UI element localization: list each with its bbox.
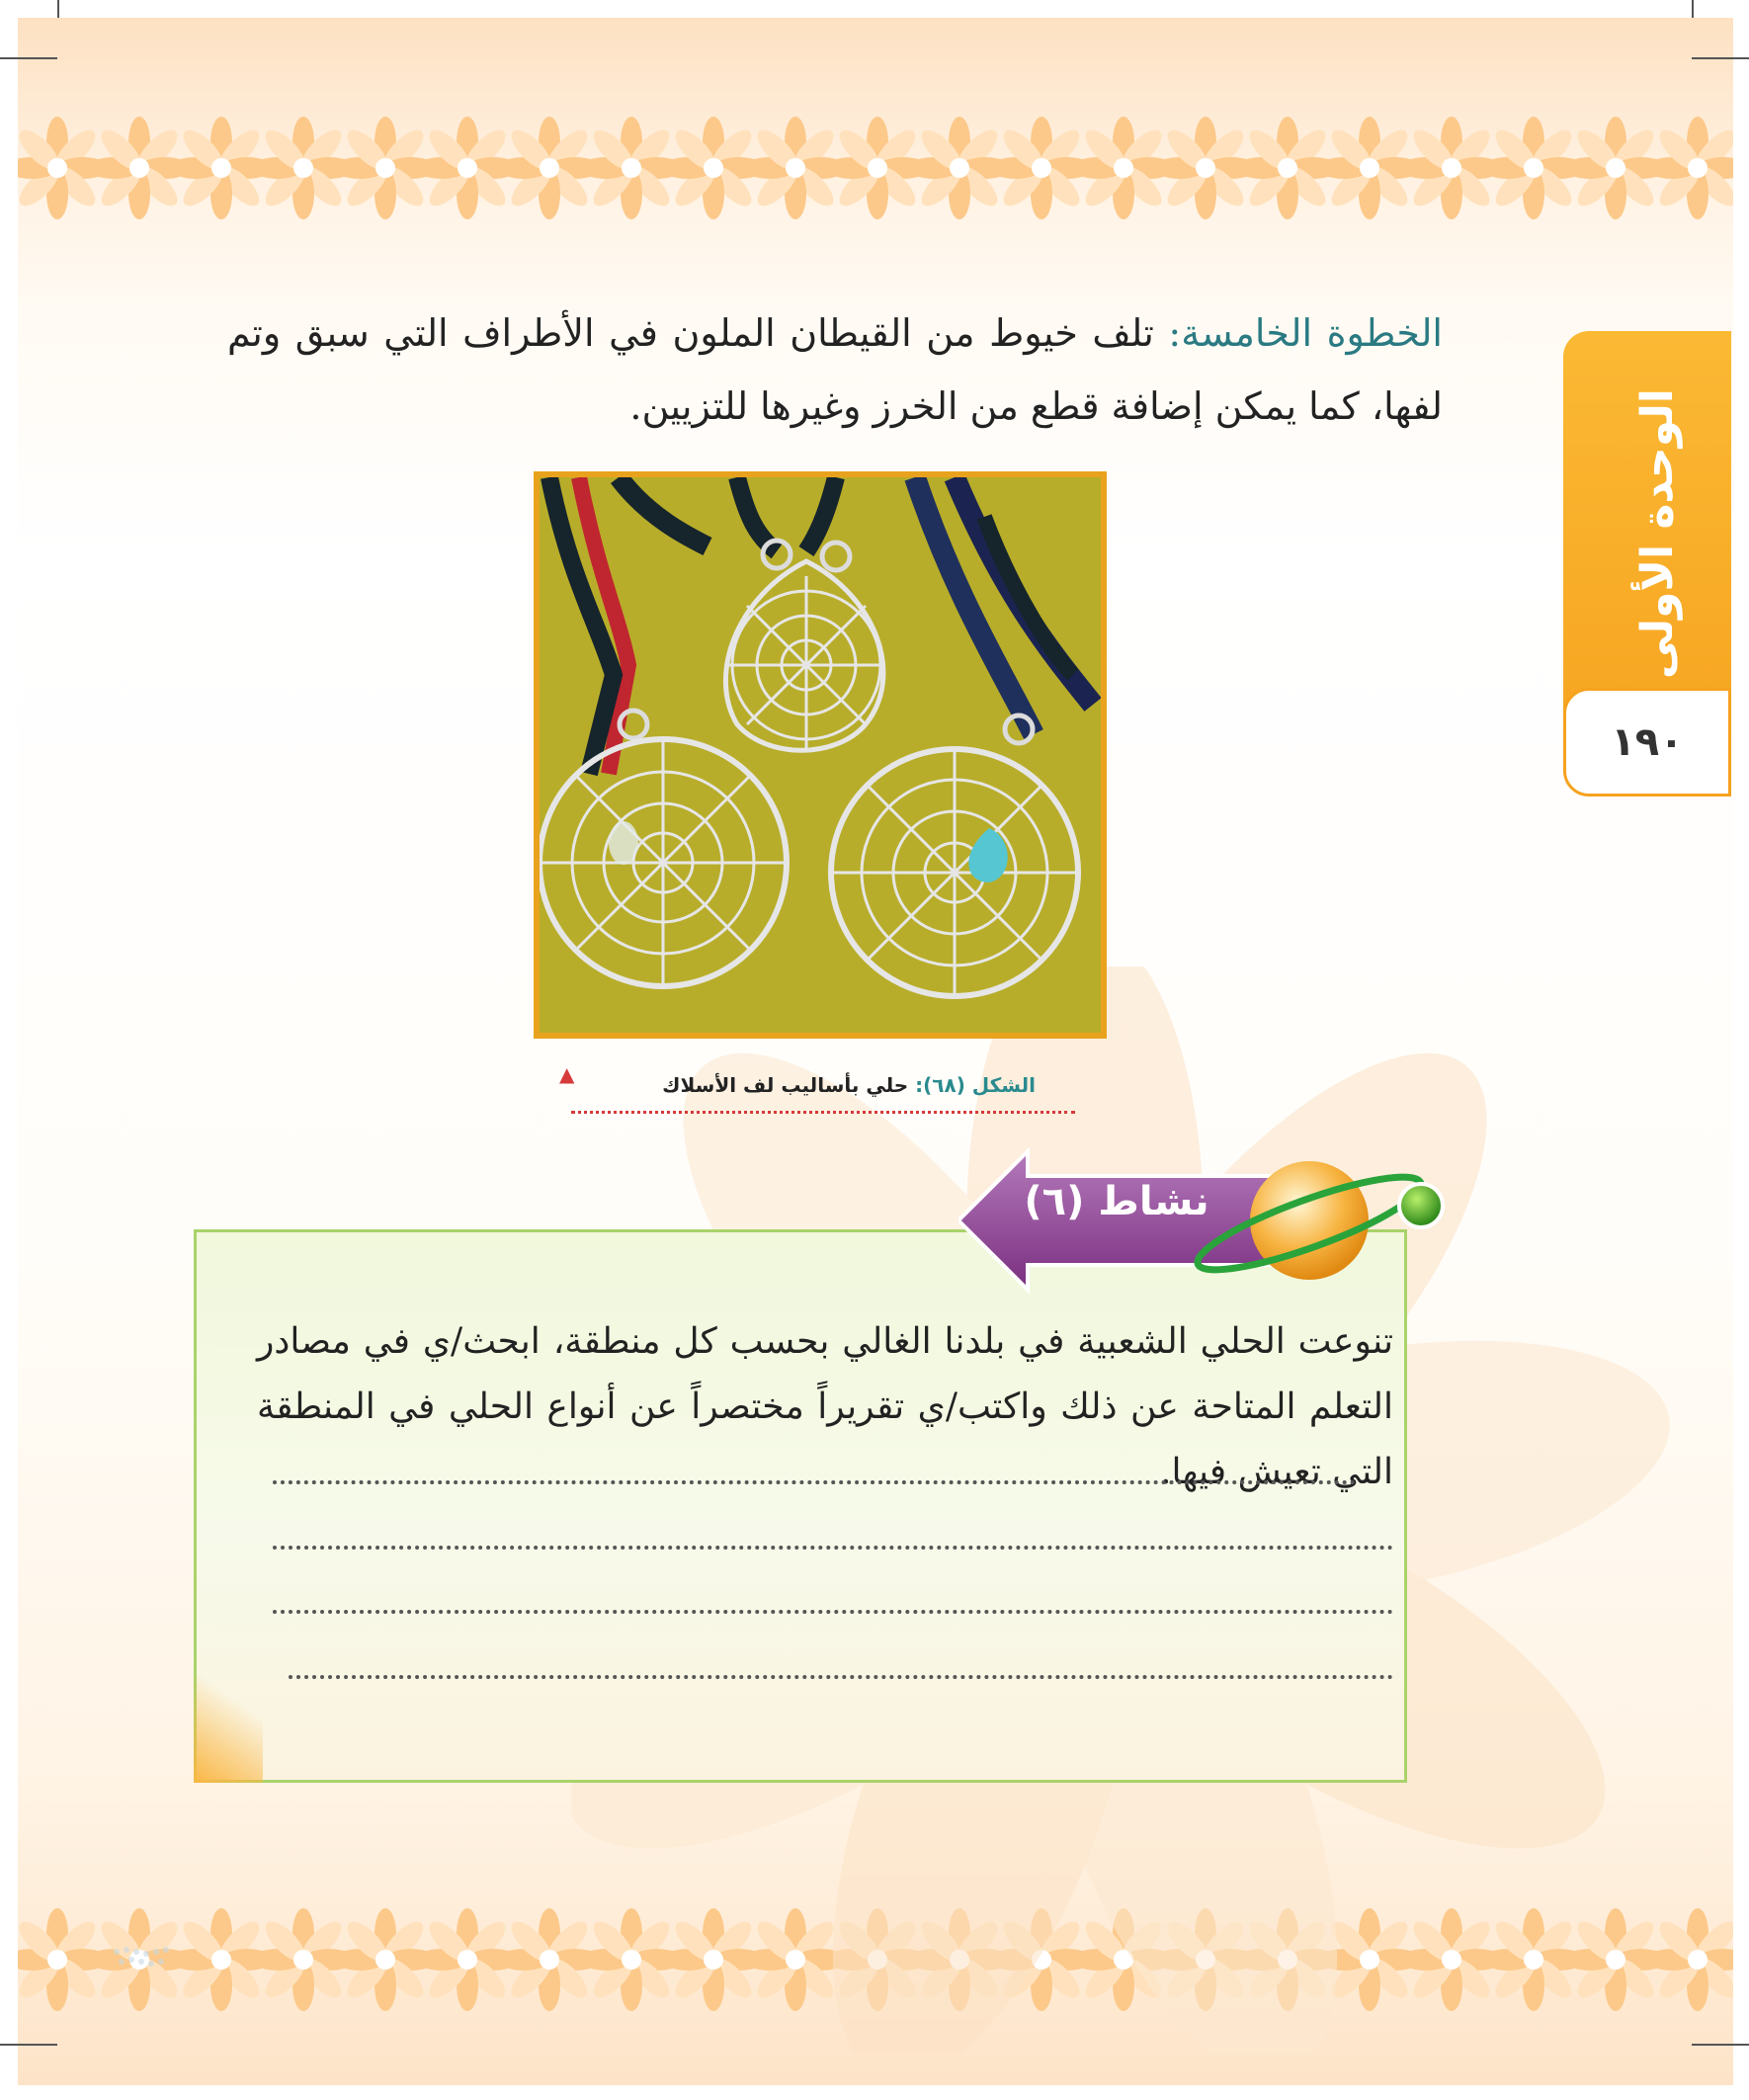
caption-arrow-icon: ▲ xyxy=(559,1062,575,1086)
caption-dotted-line xyxy=(571,1111,1075,1114)
page-number: ١٩٠ xyxy=(1563,688,1731,797)
flower-icon xyxy=(1646,117,1733,219)
figure-label: الشكل (٦٨): xyxy=(915,1073,1036,1097)
dreamcatcher-pendants-illustration xyxy=(540,477,1101,1033)
ministry-logo xyxy=(87,1942,206,2001)
crop-mark xyxy=(1692,57,1749,59)
green-ball-icon xyxy=(1399,1184,1443,1227)
crop-mark xyxy=(1692,2044,1749,2046)
unit-tab-title: الوحدة الأولى xyxy=(1632,388,1683,679)
answer-line xyxy=(273,1546,1393,1550)
activity-box-corner-accent xyxy=(194,1670,263,1783)
figure-caption xyxy=(662,1073,1036,1097)
step-label: الخطوة الخامسة: xyxy=(1168,311,1443,355)
step-body: تلف خيوط من القيطان الملون في الأطراف التي سبق وتم لفها، كما يمكن إضافة قطع من الخرز وغيرها للتزيين. xyxy=(227,311,1443,428)
jewelry-photo xyxy=(534,471,1107,1039)
activity-badge xyxy=(958,1146,1472,1304)
answer-line xyxy=(289,1675,1393,1679)
crop-mark xyxy=(0,57,57,59)
activity-badge-title: نشاط (٦) xyxy=(1024,1179,1209,1224)
figure-title: حلي بأساليب لف الأسلاك xyxy=(662,1073,916,1097)
crop-mark xyxy=(57,0,59,18)
crop-mark xyxy=(0,2044,57,2046)
answer-line xyxy=(273,1610,1393,1614)
crop-mark xyxy=(1692,0,1694,18)
step-paragraph xyxy=(227,296,1443,443)
top-flower-border xyxy=(18,109,1733,227)
answer-line xyxy=(273,1480,1356,1484)
activity-text: تنوعت الحلي الشعبية في بلدنا الغالي بحسب كل منطقة، ابحث/ي في مصادر التعلم المتاحة عن ذلك واكتب/ي تقريراً مختصراً عن أنواع الحلي في المنطقة التي تعيش فيها. xyxy=(257,1321,1393,1492)
